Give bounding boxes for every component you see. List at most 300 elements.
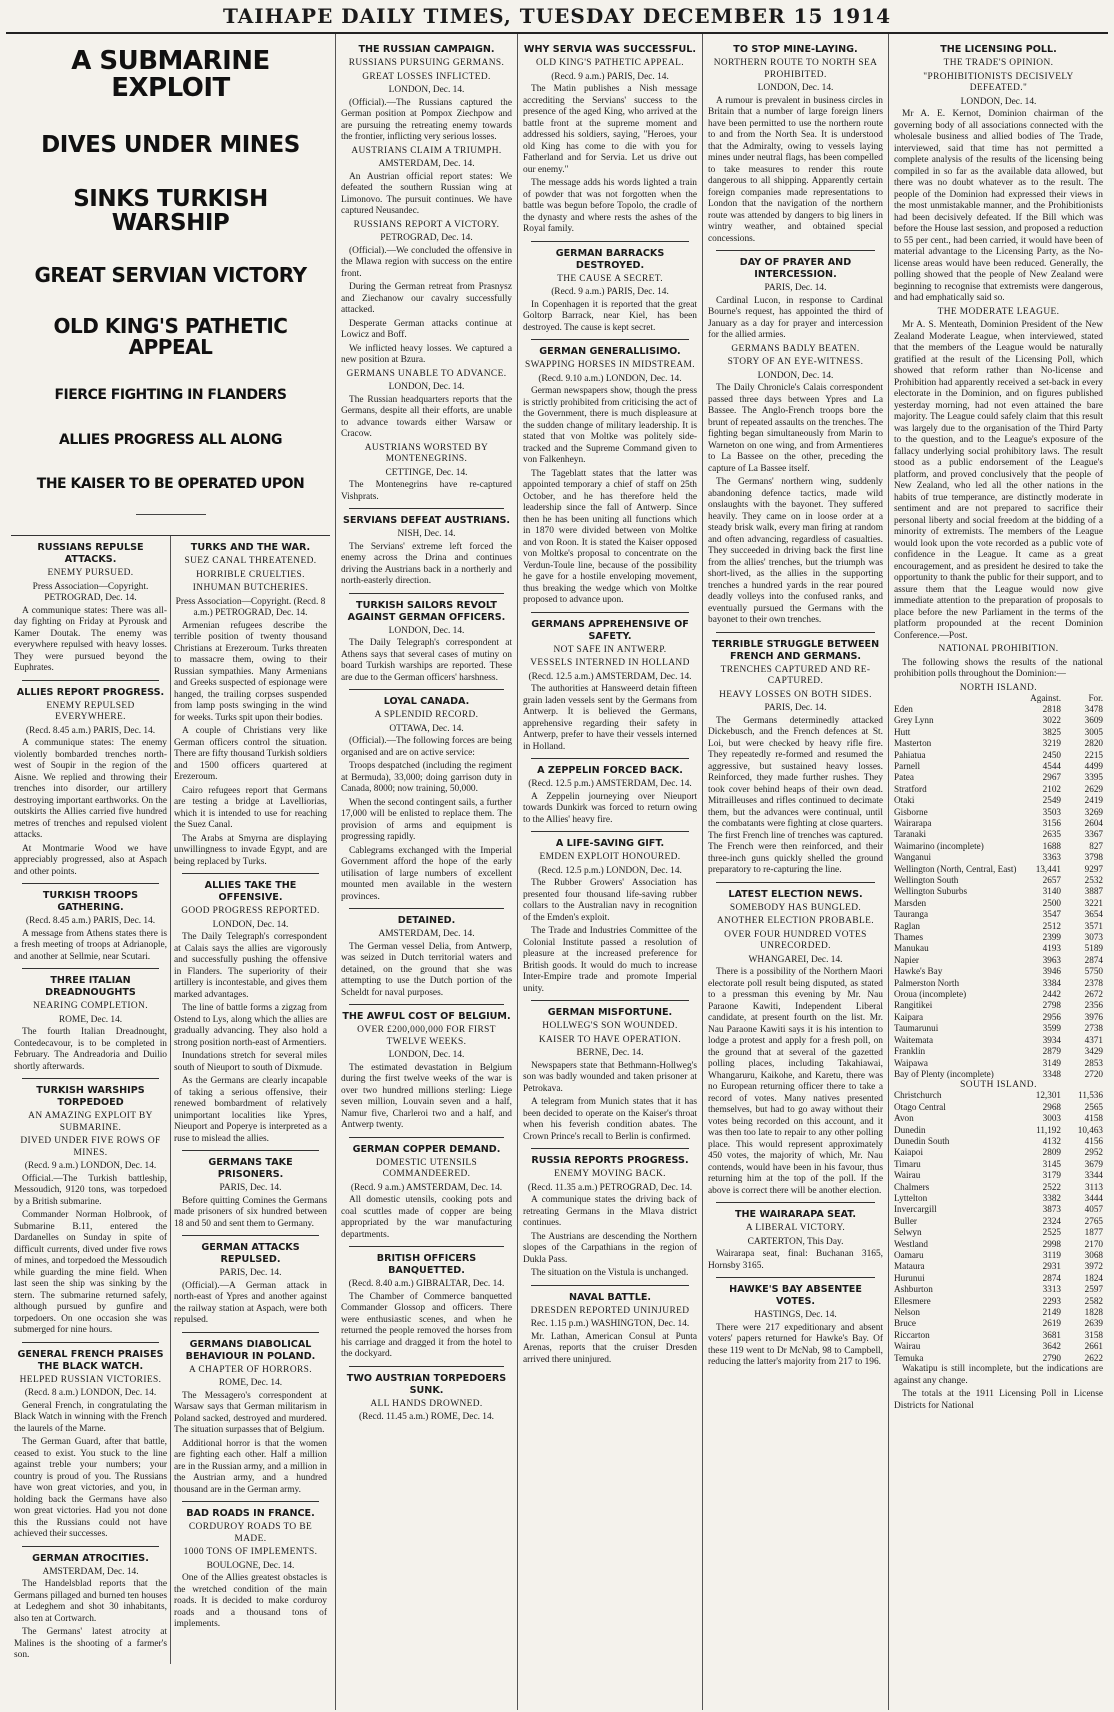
article-paragraph: We inflicted heavy losses. We captured a new position at Bzura. [341, 343, 512, 365]
article-paragraph: The German Guard, after that battle, ceased to exist. You stuck to the line against treble your numbers; your country is proud of you. The Russians have won great victories, and you, in holding back the Germans have also won great victories. Had you not done this the Russians could not have achieved their successes. [14, 1437, 167, 1540]
votes-for: 2419 [1084, 795, 1103, 806]
divider [349, 508, 504, 509]
headline-7: ALLIES PROGRESS ALL ALONG [58, 431, 282, 448]
article [523, 758, 697, 826]
poll-table-north [894, 693, 1103, 1081]
electorate-name: Lyttelton [894, 1192, 928, 1203]
article [14, 883, 167, 963]
electorate-name: Rangitikei [894, 1000, 933, 1011]
dateline: (Recd. 9 a.m.) PARIS, Dec. 14. [551, 71, 669, 82]
dateline: LONDON, Dec. 14. [388, 625, 465, 636]
electorate-name: Manukau [894, 943, 929, 954]
article-subheading: HELPED RUSSIAN VICTORIES. [19, 1374, 162, 1385]
votes-against: 2399 [1042, 932, 1061, 943]
article [708, 250, 883, 342]
article-headline: ALLIES REPORT PROGRESS. [16, 686, 165, 698]
electorate-name: Napier [894, 954, 919, 965]
electorate-name: Mataura [894, 1261, 925, 1272]
headline-4: GREAT SERVIAN VICTORY [34, 263, 307, 288]
votes-against: 3681 [1042, 1329, 1061, 1340]
dateline: AMSTERDAM, Dec. 14. [42, 1566, 139, 1577]
poll-row [894, 989, 1103, 1000]
poll-row [894, 864, 1103, 875]
votes-against: 2525 [1042, 1227, 1061, 1238]
votes-against: 2874 [1042, 1272, 1061, 1283]
article-paragraph: Desperate German attacks continue at Lowicz and Boff. [341, 318, 512, 340]
article-paragraph: The Messagero's correspondent at Warsaw says that German militarism in Poland sacked, destroyed and murdered. The situation surpasses that of Belgium. [174, 1390, 327, 1436]
article [523, 44, 697, 236]
dateline: (Recd. 12.5 p.m.) LONDON, Dec. 14. [538, 865, 682, 876]
article-headline: LOYAL CANADA. [383, 696, 470, 707]
article-subheading: 1000 TONS OF IMPLEMENTS. [183, 1547, 318, 1558]
votes-for: 4499 [1084, 760, 1103, 771]
electorate-name: Hutt [894, 726, 911, 737]
article-subheading: HORRIBLE CRUELTIES. [196, 569, 305, 580]
article [708, 916, 883, 928]
votes-for: 2629 [1084, 783, 1103, 794]
electorate-name: Wairau [894, 1341, 921, 1352]
votes-against: 3873 [1042, 1204, 1061, 1215]
electorate-name: Wellington South [894, 875, 959, 885]
poll-row [894, 1102, 1103, 1113]
article [174, 873, 327, 1145]
electorate-name: Gisborne [894, 806, 928, 817]
divider [531, 1000, 689, 1001]
divider [22, 680, 159, 681]
poll-row [894, 829, 1103, 840]
article-headline: TURKISH WARSHIPS TORPEDOED [36, 1085, 145, 1109]
poll-row [894, 1147, 1103, 1158]
article-headline: THE RUSSIAN CAMPAIGN. [358, 44, 495, 55]
article-paragraph: Mr. Lathan, American Consul at Punta Arenas, reports that the cruiser Dresden arrived there uninjured. [523, 1331, 697, 1365]
article-subheading: DOMESTIC UTENSILS COMMANDEERED. [375, 1157, 478, 1179]
dateline: HASTINGS, Dec. 14. [754, 1310, 837, 1320]
electorate-name: Waitemata [894, 1034, 934, 1045]
article [708, 690, 883, 877]
article-paragraph: A communique states: There was all-day fighting on Friday at Pyrousk and Kamer Doutak. The enemy was everywhere repulsed with heavy losses. They were pursued beyond the Euphrates. [14, 605, 167, 674]
divider [182, 1332, 319, 1333]
article-paragraph: A communique states: The enemy violently bombarded trenches north-west of Soupir in the region of the Aisne. We replied and throwing their trenches into disorder, our artillery destroying important earthworks. On the outskirts the Allies carried five hundred metres of trenches and repulsed violent attacks. [14, 738, 167, 841]
article-headline: A ZEPPELIN FORCED BACK. [537, 765, 683, 776]
article [523, 612, 697, 657]
article [708, 1202, 883, 1272]
votes-against: 3642 [1042, 1341, 1061, 1352]
article [341, 593, 512, 685]
poll-row [894, 715, 1103, 726]
article-paragraph: The situation on the Vistula is unchanged. [531, 1268, 689, 1278]
votes-for: 2565 [1084, 1101, 1103, 1112]
article-headline: TO STOP MINE-LAYING. [733, 44, 858, 55]
votes-against: 2790 [1042, 1352, 1061, 1363]
votes-against: 3825 [1042, 726, 1061, 737]
electorate-name: Wairarapa [894, 817, 932, 828]
article [894, 307, 1103, 643]
article-headline: TERRIBLE STRUGGLE BETWEEN FRENCH AND GERMANS. [711, 638, 880, 662]
dateline: PETROGRAD, Dec. 14. [380, 233, 473, 243]
poll-row [894, 1284, 1103, 1295]
dateline: ROME, Dec. 14. [58, 1014, 123, 1025]
article-paragraph: The fourth Italian Dreadnought, Contedecavour, is to be completed in February. The Andreadoria and Duilio shortly afterwards. [14, 1027, 167, 1072]
article-headline: THE LICENSING POLL. [940, 44, 1057, 55]
article-paragraph: Before quitting Comines the Germans made prisoners of six hundred between 18 and 50 and sent them to Germany. [174, 1195, 327, 1229]
article [341, 72, 512, 144]
poll-row [894, 875, 1103, 886]
votes-for: 2639 [1084, 1318, 1103, 1329]
article [14, 968, 167, 1073]
divider [716, 632, 875, 633]
votes-against: 2931 [1042, 1261, 1061, 1272]
votes-against: 2102 [1042, 783, 1061, 794]
article-paragraph: The Montenegrins have re-captured Vishprats. [341, 480, 512, 502]
votes-against: 2968 [1042, 1101, 1061, 1112]
article-headline: A LIFE-SAVING GIFT. [555, 838, 665, 849]
votes-for: 3158 [1084, 1329, 1103, 1340]
article [14, 1546, 167, 1662]
poll-row [894, 1353, 1103, 1364]
article [341, 369, 512, 441]
dateline: (Recd. 12.5 a.m.) AMSTERDAM, Dec. 14. [528, 671, 692, 682]
headline-1: A SUBMARINE EXPLOIT [71, 46, 270, 104]
votes-for: 1828 [1084, 1307, 1103, 1318]
votes-for: 10,463 [1077, 1124, 1103, 1135]
dateline: (Recd. 9 a.m.) AMSTERDAM, Dec. 14. [350, 1182, 503, 1193]
dateline: WHANGAREI, Dec. 14. [748, 954, 843, 965]
votes-for: 2532 [1084, 875, 1103, 885]
dateline: Press Association—Copyright. (Recd. 8 a.m.) PETROGRAD, Dec. 14. [175, 596, 326, 619]
poll-row [894, 1170, 1103, 1181]
lead-right-subcolumn [171, 536, 330, 1664]
votes-for: 11,536 [1078, 1090, 1103, 1101]
article-paragraph: The message adds his words lighted a train of powder that was not forgotten when the battle was begun before Topolo, the cradle of the dynasty and where rests the ashes of the Royal family. [523, 178, 697, 234]
electorate-name: Raglan [894, 920, 921, 931]
votes-for: 2661 [1084, 1341, 1103, 1352]
divider [716, 1277, 875, 1278]
votes-against: 2818 [1042, 703, 1061, 714]
poll-row [894, 1058, 1103, 1069]
votes-for: 3344 [1084, 1170, 1103, 1181]
article-subheading: SOMEBODY HAS BUNGLED. [729, 902, 862, 913]
votes-for: 3073 [1084, 932, 1103, 943]
article-paragraph: At Montmarie Wood we have appreciably progressed, also at Aspach and other points. [14, 843, 167, 877]
electorate-name: Pahiatua [894, 749, 926, 760]
licensing-articles [894, 44, 1103, 681]
lead-subcolumns [11, 535, 330, 1664]
article-subheading: SWAPPING HORSES IN MIDSTREAM. [525, 360, 695, 370]
poll-row [894, 818, 1103, 829]
poll-row [894, 909, 1103, 920]
columns [6, 34, 1108, 1710]
article-headline: TURKISH TROOPS GATHERING. [42, 890, 139, 914]
votes-for: 1877 [1084, 1227, 1103, 1238]
votes-for: 3068 [1084, 1250, 1103, 1260]
poll-row [894, 841, 1103, 852]
article [523, 1000, 697, 1033]
poll-row [894, 1204, 1103, 1215]
article-subheading: GREAT LOSSES INFLICTED. [362, 71, 491, 82]
dateline: LONDON, Dec. 14. [388, 1050, 465, 1060]
article-paragraph: Wairarapa seat, final: Buchanan 3165, Hornsby 3165. [708, 1249, 883, 1271]
article-subheading: DRESDEN REPORTED UNINJURED [530, 1305, 690, 1316]
dateline: (Recd. 8.45 a.m.) PARIS, Dec. 14. [25, 916, 156, 927]
dateline: (Recd. 8 a.m.) LONDON, Dec. 14. [24, 1388, 157, 1399]
dateline: PARIS, Dec. 14. [219, 1268, 282, 1279]
article-headline: TWO AUSTRIAN TORPEDOERS SUNK. [346, 1372, 507, 1396]
votes-for: 827 [1089, 840, 1103, 851]
poll-row [894, 932, 1103, 943]
divider [182, 1235, 319, 1236]
article-paragraph: The Daily Telegraph's correspondent at Athens says that several cases of mutiny on board Turkish warships are reported. These are due to the German officers' harshness. [341, 638, 512, 683]
article [708, 1277, 883, 1369]
votes-for: 3395 [1084, 772, 1103, 783]
dateline: (Recd. 9 a.m.) PARIS, Dec. 14. [551, 287, 669, 297]
votes-for: 2853 [1084, 1057, 1103, 1068]
poll-row [894, 1000, 1103, 1011]
article-paragraph: Cairo refugees report that Germans are testing a bridge at Lavelliorias, which it is intended to use for reaching the Suez Canal. [174, 785, 327, 831]
article [894, 644, 1103, 681]
divider [531, 1148, 689, 1149]
poll-row [894, 784, 1103, 795]
article-paragraph: The Austrians are descending the Northern slopes of the Carpathians in the region of Dukla Pass. [523, 1231, 697, 1265]
votes-against: 2522 [1042, 1181, 1061, 1192]
article-paragraph: As the Germans are clearly incapable of taking a serious offensive, their renewed bombardment of relatively unimportant localities like Ypres, Nieuport and Poperye is interpreted as a ruse to mislead the allies. [174, 1076, 327, 1144]
article-subheading: "PROHIBITIONISTS DECISIVELY DEFEATED." [923, 71, 1074, 93]
votes-for: 3444 [1084, 1192, 1103, 1203]
article-subheading: GOOD PROGRESS REPORTED. [181, 906, 320, 917]
article-paragraph: Additional horror is that the women are fighting each other. Half a million are in the Russian army, and a million in the Austrian army, and a hundred thousand are in the German army. [174, 1438, 327, 1495]
votes-against: 2293 [1042, 1295, 1061, 1306]
votes-for: 2582 [1084, 1295, 1103, 1306]
electorate-name: Stratford [894, 783, 927, 794]
headline-3: SINKS TURKISH WARSHIP [73, 185, 268, 236]
electorate-name: Bay of Plenty (incomplete) [894, 1068, 994, 1079]
article-paragraph: A couple of Christians very like German officers control the situation. There are fifty thousand Turkish soldiers and 1500 officers quartered at Erezeroum. [174, 726, 327, 783]
poll-row [894, 1046, 1103, 1057]
article-paragraph: The German vessel Delia, from Antwerp, was seized in Dutch territorial waters and detained, on the ground that she was attempting to use the Dutch portion of the Scheldt for naval purposes. [341, 941, 512, 998]
electorate-name: Kaipara [894, 1011, 924, 1022]
for-header: For. [1088, 692, 1103, 703]
poll-row [894, 1182, 1103, 1193]
votes-for: 2356 [1084, 1000, 1103, 1011]
article-paragraph: Official.—The Turkish battleship, Messoudich, 9120 tons, was torpedoed by a British submarine. [14, 1173, 167, 1207]
article-headline: GERMANS DIABOLICAL BEHAVIOUR IN POLAND. [185, 1338, 316, 1362]
poll-header-row [894, 693, 1103, 704]
poll-row [894, 1239, 1103, 1250]
column-3 [518, 34, 703, 1710]
votes-for: 3221 [1084, 897, 1103, 908]
electorate-name: Wellington (North, Central, East) [894, 863, 1017, 874]
votes-against: 3022 [1042, 715, 1061, 726]
article-subheading: ANOTHER ELECTION PROBABLE. [716, 916, 874, 926]
votes-against: 3348 [1042, 1068, 1061, 1079]
votes-against: 3503 [1042, 806, 1061, 817]
electorate-name: Temuka [894, 1352, 924, 1363]
votes-against: 3179 [1042, 1170, 1061, 1181]
dateline: LONDON, Dec. 14. [388, 382, 465, 392]
poll-row [894, 1012, 1103, 1023]
votes-for: 3113 [1084, 1181, 1103, 1192]
poll-row [894, 1035, 1103, 1046]
votes-against: 3384 [1042, 977, 1061, 988]
article [523, 1148, 697, 1280]
votes-for: 3798 [1084, 852, 1103, 863]
poll-row [894, 1159, 1103, 1170]
divider [531, 758, 689, 759]
article-subheading: NOT SAFE IN ANTWERP. [553, 644, 667, 655]
article-headline: TURKS AND THE WAR. [190, 542, 311, 554]
electorate-name: Marsden [894, 897, 927, 908]
poll-row [894, 1296, 1103, 1307]
dateline: Rec. 1.15 p.m.) WASHINGTON, Dec. 14. [530, 1319, 690, 1329]
article-subheading: AUSTRIANS CLAIM A TRIUMPH. [351, 145, 502, 156]
headline-2: DIVES UNDER MINES [41, 131, 300, 158]
votes-for: 4371 [1084, 1034, 1103, 1045]
article-paragraph: The following shows the results of the national prohibition polls throughout the Dominion:— [894, 657, 1103, 679]
votes-against: 2956 [1042, 1011, 1061, 1022]
dateline: NISH, Dec. 14. [397, 529, 456, 539]
article-headline: GENERAL FRENCH PRAISES THE BLACK WATCH. [17, 1348, 164, 1372]
poll-row [894, 1090, 1103, 1101]
votes-against: 1688 [1042, 840, 1061, 851]
votes-against: 3382 [1042, 1192, 1061, 1203]
electorate-name: Ellesmere [894, 1295, 931, 1306]
votes-against: 2149 [1042, 1307, 1061, 1318]
column-5 [889, 34, 1108, 1710]
votes-against: 2798 [1042, 1000, 1061, 1011]
article [894, 44, 1103, 70]
article-headline: DAY OF PRAYER AND INTERCESSION. [739, 257, 852, 280]
poll-row [894, 1125, 1103, 1136]
votes-for: 9297 [1084, 863, 1103, 874]
article [341, 44, 512, 70]
divider [349, 593, 504, 594]
article-paragraph: The Tageblatt states that the latter was appointed temporary a chief of staff on 25th October, and he has therefore held the leadership since the fall of Antwerp. Since then he has been uniting all functions which in 1870 were divided between von Moltke and von Roon. It is stated the Kaiser opposed von Moltke's proposal to concentrate on the Verdun-Toule line, because of the possibility he gave for a hostile enveloping movement, thus breaking the wedge which von Moltke proposed to advance upon. [523, 468, 697, 605]
article-headline: GERMAN BARRACKS DESTROYED. [555, 247, 665, 271]
dateline: (Recd. 8.40 a.m.) GIBRALTAR, Dec. 14. [348, 1279, 505, 1289]
votes-against: 3219 [1042, 738, 1061, 749]
article-subheading: GERMANS UNABLE TO ADVANCE. [346, 368, 507, 379]
electorate-name: Invercargill [894, 1204, 937, 1215]
article-paragraph: Cardinal Lucon, in response to Cardinal Bourne's request, has appointed the third of January as a day for prayer and intercession for the allied armies. [708, 295, 883, 340]
poll-row [894, 1069, 1103, 1080]
votes-against: 2500 [1042, 897, 1061, 908]
votes-for: 2765 [1084, 1215, 1103, 1226]
article-subheading: NEARING COMPLETION. [33, 1001, 148, 1012]
votes-against: 2619 [1042, 1318, 1061, 1329]
article-subheading: A SPLENDID RECORD. [374, 710, 479, 720]
article [341, 689, 512, 903]
dateline: CETTINGE, Dec. 14. [385, 467, 468, 478]
poll-row [894, 943, 1103, 954]
article-paragraph: (Official).—The Russians captured the German position at Pompox Ziechpow and are pursuing the retreating enemy towards the frontier, inflicting very serious losses. [341, 97, 512, 142]
lead-headlines [11, 48, 330, 515]
votes-against: 3003 [1042, 1113, 1061, 1124]
votes-for: 2720 [1084, 1068, 1103, 1079]
article-subheading: HEAVY LOSSES ON BOTH SIDES. [719, 689, 872, 700]
article [174, 570, 327, 582]
poll-row [894, 1261, 1103, 1272]
poll-row [894, 1307, 1103, 1318]
article-paragraph: The Matin publishes a Nish message accrediting the Servians' success to the presence of the aged King, who arrived at the battle front at the supreme moment and addressed his soldiers, saying, "Heroes, your old King has come to die with you for Fatherland and for Servia. Let us drive out our enemy." [523, 84, 697, 175]
article-subheading: INHUMAN BUTCHERIES. [192, 583, 309, 594]
votes-for: 3609 [1084, 715, 1103, 726]
electorate-name: Wanganui [894, 852, 932, 863]
dateline: (Recd. 11.45 a.m.) ROME, Dec. 14. [358, 1412, 495, 1422]
dateline: LONDON, Dec. 14. [757, 370, 834, 381]
dateline: PARIS, Dec. 14. [219, 1183, 282, 1194]
article-paragraph: There were 217 expeditionary and absent voters' papers returned for Hawke's Bay. Of these 119 went to Dr McNab, 98 to Campbell, reducing the latter's majority from 217 to 196. [708, 1322, 883, 1367]
article-subheading: VESSELS INTERNED IN HOLLAND [530, 658, 690, 668]
article-headline: HAWKE'S BAY ABSENTEE VOTES. [729, 1284, 862, 1307]
votes-for: 3005 [1084, 726, 1103, 737]
divider [531, 339, 689, 340]
article [174, 583, 327, 868]
article [523, 339, 697, 607]
article-subheading: THE CAUSE A SECRET. [557, 273, 663, 284]
electorate-name: Kaiapoi [894, 1147, 924, 1158]
electorate-name: Thames [894, 932, 924, 943]
electorate-name: Tauranga [894, 909, 929, 920]
article [894, 72, 1103, 305]
article [523, 658, 697, 753]
electorate-name: Selwyn [894, 1227, 922, 1238]
votes-for: 3654 [1084, 909, 1103, 920]
article-paragraph: Newspapers state that Bethmann-Hollweg's son was badly wounded and taken prisoner at Petrokava. [523, 1060, 697, 1094]
article-paragraph: The Germans' latest atrocity at Malines is the shooting of a farmer's son. [14, 1627, 167, 1661]
divider [136, 514, 206, 515]
votes-against: 2635 [1042, 829, 1061, 840]
article [14, 542, 167, 675]
article-subheading: CORDUROY ROADS TO BE MADE. [188, 1522, 313, 1544]
article-paragraph: A rumour is prevalent in business circles in Britain that a number of large foreign liners have been permitted to use the northern route to and from the North Sea. It is understood that the Admiralty, owing to vessels laying mines under neutral flags, has been compelled to take measures to render this route dangerous to all shipping. Apparently certain foreign companies made representations to London that the navigation of the northern route was attended by dangers to big liners in wintry weather, and obtained special concessions. [708, 95, 883, 244]
electorate-name: Dunedin South [894, 1135, 950, 1146]
votes-against: 2324 [1042, 1215, 1061, 1226]
article-headline: NAVAL BATTLE. [568, 1291, 652, 1303]
poll-row [894, 1250, 1103, 1261]
article-paragraph: A message from Athens states there is a fresh meeting of troops at Adrianople, and another at Sellmie, near Scutari. [14, 928, 167, 962]
headline-8: THE KAISER TO BE OPERATED UPON [36, 476, 305, 493]
divider [349, 1004, 504, 1005]
electorate-name: Waipawa [894, 1057, 928, 1068]
dateline: (Recd. 11.35 a.m.) PETROGRAD, Dec. 14. [527, 1182, 693, 1193]
electorate-name: Oroua (incomplete) [894, 989, 967, 1000]
poll-row [894, 772, 1103, 783]
article [341, 908, 512, 999]
lead-column [6, 34, 336, 1710]
headline-5: OLD KING'S PATHETIC APPEAL [53, 314, 288, 360]
votes-against: 2512 [1042, 920, 1061, 931]
electorate-name: Timaru [894, 1158, 921, 1169]
article [708, 632, 883, 688]
divider [349, 908, 504, 909]
column-2 [336, 34, 518, 1710]
article-headline: RUSSIA REPORTS PROGRESS. [531, 1155, 689, 1166]
masthead: TAIHAPE DAILY TIMES, TUESDAY DECEMBER 15 1914 [6, 0, 1108, 34]
article [341, 508, 512, 588]
votes-against: 3363 [1042, 852, 1061, 863]
votes-for: 3269 [1084, 806, 1103, 817]
lead-left-subcolumn [11, 536, 171, 1664]
votes-for: 2597 [1084, 1284, 1103, 1295]
electorate-name: Wairau [894, 1170, 921, 1181]
poll-row [894, 921, 1103, 932]
poll-row [894, 1113, 1103, 1124]
dateline: OTTAWA, Dec. 14. [389, 723, 464, 734]
votes-for: 2738 [1084, 1023, 1103, 1034]
votes-against: 4544 [1042, 760, 1061, 771]
article-paragraph: The Arabs at Smyrna are displaying unwillingness to invade Egypt, and are being replaced by Turks. [174, 833, 327, 867]
poll-row [894, 955, 1103, 966]
votes-for: 2874 [1084, 954, 1103, 965]
